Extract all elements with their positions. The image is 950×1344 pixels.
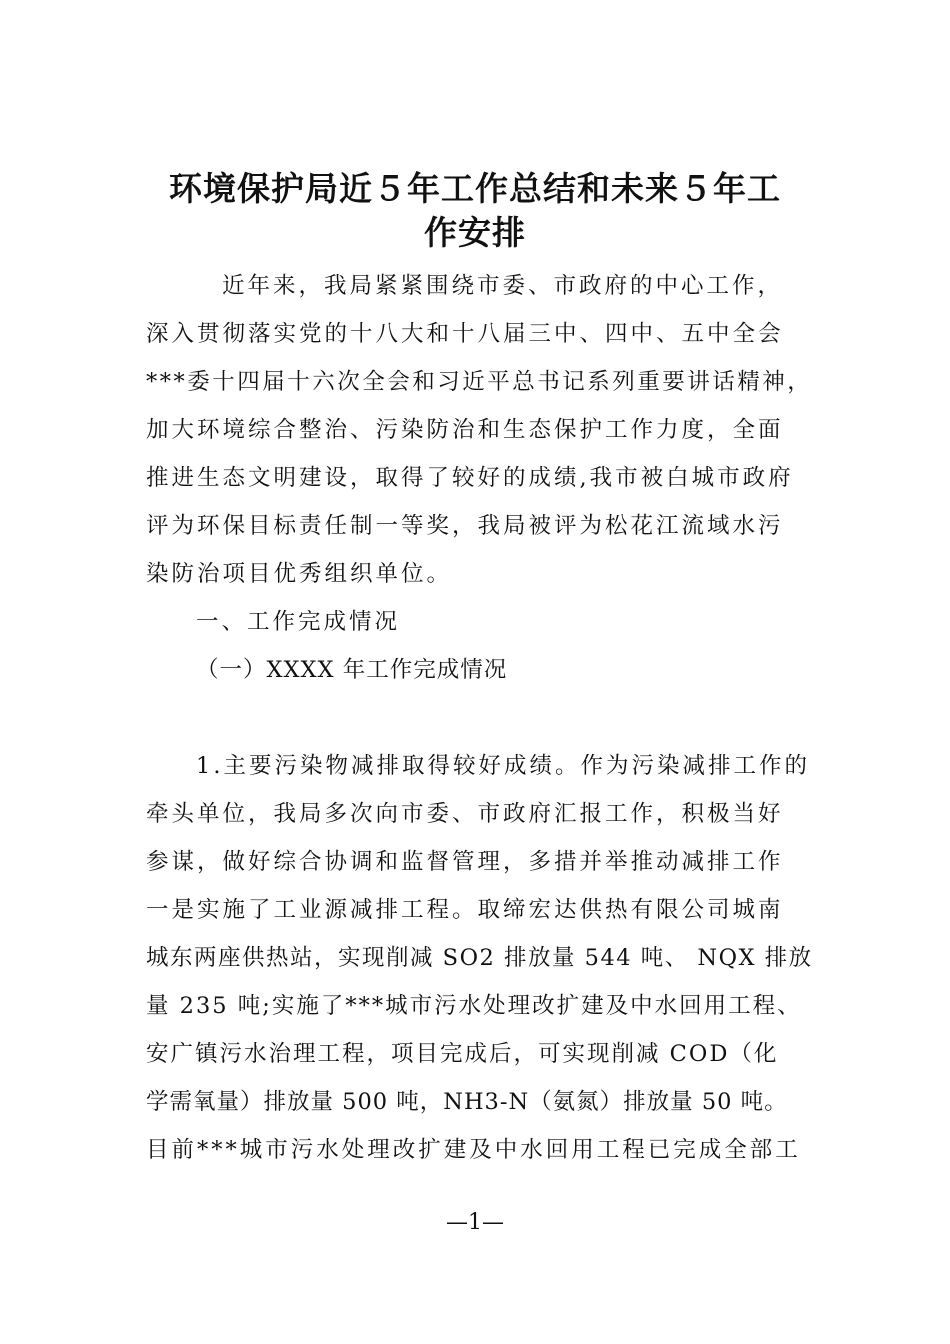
paragraph-line: 学需氧量）排放量 500 吨，NH3-N（氨氮）排放量 50 吨。 xyxy=(146,1089,788,1115)
paragraph-line: 加大环境综合整治、污染防治和生态保护工作力度，全面 xyxy=(146,417,784,443)
section-heading: 一、工作完成情况 xyxy=(196,609,401,635)
subsection-heading: （一）XXXX 年工作完成情况 xyxy=(196,657,508,683)
paragraph-line: 推进生态文明建设，取得了较好的成绩,我市被白城市政府 xyxy=(146,465,794,491)
paragraph-line: ***委十四届十六次全会和习近平总书记系列重要讲话精神， xyxy=(146,369,813,395)
paragraph-line: 1.主要污染物减排取得较好成绩。作为污染减排工作的 xyxy=(196,753,810,779)
document-title-line-2: 作安排 xyxy=(424,213,526,252)
page-number: —1— xyxy=(446,1210,504,1235)
paragraph-line: 量 235 吨;实施了***城市污水处理改扩建及中水回用工程、 xyxy=(146,993,802,1019)
document-title-line-1: 环境保护局近５年工作总结和未来５年工 xyxy=(169,169,781,208)
paragraph-line: 一是实施了工业源减排工程。取缔宏达供热有限公司城南 xyxy=(146,897,784,923)
paragraph-line: 评为环保目标责任制一等奖，我局被评为松花江流域水污 xyxy=(146,513,784,539)
paragraph-line: 近年来，我局紧紧围绕市委、市政府的中心工作， xyxy=(222,273,784,299)
paragraph-line: 参谋，做好综合协调和监督管理，多措并举推动减排工作 xyxy=(146,849,784,875)
paragraph-line: 深入贯彻落实党的十八大和十八届三中、四中、五中全会 xyxy=(146,321,784,347)
paragraph-line: 牵头单位，我局多次向市委、市政府汇报工作，积极当好 xyxy=(146,801,784,827)
paragraph-line: 目前***城市污水处理改扩建及中水回用工程已完成全部工 xyxy=(146,1137,801,1163)
paragraph-line: 染防治项目优秀组织单位。 xyxy=(146,561,453,587)
paragraph-line: 安广镇污水治理工程，项目完成后，可实现削减 COD（化 xyxy=(146,1041,779,1067)
paragraph-line: 城东两座供热站，实现削减 SO2 排放量 544 吨、 NQX 排放 xyxy=(146,945,813,971)
